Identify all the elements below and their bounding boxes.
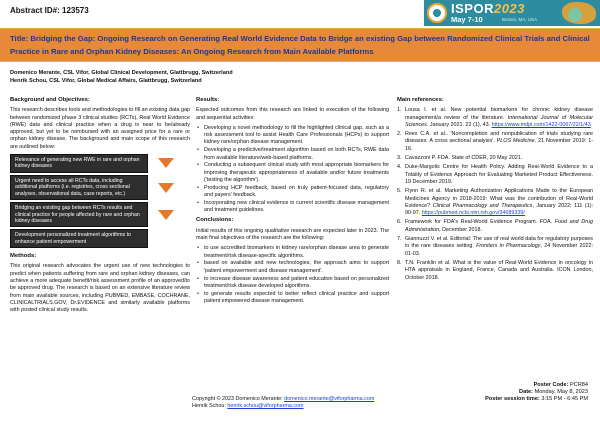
column-middle: [196, 97, 389, 308]
author-line: Domenico Merante, CSL Vifor, Global Clinical Development, Glattbrugg, Switzerland: [10, 70, 233, 76]
reference-item: 4. Duke-Margolis Centre for Health Policy. Adding Real-World Evidence to a Totality of Evidence Approach for Evaluating Marketed Product Effectiveness. 19 December 2019.: [397, 164, 593, 185]
flow-box: Urgent need to access all RCTs data, including additional platforms (i.e. registries, cross sectional analyses, observational data, case reports, etc.): [10, 175, 148, 200]
list-item: • Incorporating new clinical evidence in current scientific disease management and treatment guidelines.: [196, 200, 389, 215]
list-item: • to use accredited biomarkers in kidney rare/orphan disease area to generate treatment/risk disease-specific algorithms.: [196, 245, 389, 260]
methods-heading: Methods:: [10, 253, 37, 260]
results-intro: Expected outcomes from this research are linked to execution of the following and sequential activities:: [196, 107, 389, 121]
authors: [10, 70, 233, 85]
reference-link[interactable]: https://www.mdpi.com/1422-0067/22/1/43: [491, 121, 591, 128]
flow-box: Bridging an existing gap between RCTs results and clinical practice for people affected by rare and orphan kidney diseases: [10, 202, 148, 227]
reference-item: 2. Rees C.A. et al.. 'Noncompletion and nonpublication of trials studying rare diseases: A cross sectional analysis'. PLOS Medicine. 21 November 2019: 1-16.: [397, 131, 594, 152]
reference-item: 6. Framework for FDA's Real-World Evidence Program. FDA. Food and Drug Administration, December 2018.: [397, 219, 593, 233]
results-list: [196, 125, 389, 215]
list-item: • to generate results expected to better reflect clinical practice and support patient empowered disease management.: [196, 291, 389, 306]
column-left: [10, 97, 190, 318]
logo-dates: May 7-10: [451, 15, 483, 24]
reference-item: 1. Lousa I. et al. New potential biomarkers for chronic kidney disease management/a review of the literature. International Journal of Molecular Sciences. January 2021. 22 (1), 43. https://www.mdpi.com/1422-0067/22/1/43: [397, 107, 593, 128]
poster-session-time: 3:15 PM - 6:45 PM: [541, 396, 588, 402]
title-band: [0, 28, 600, 62]
reference-item: 5. Flynn R. et al. Marketing Authorization Applications Made to the European Medicines Agency in 2018-2019: What was the contribution of Real-World Evidence? Clinical Pharmacology and Therapeutics, January 2022; 111 (1): 90-97. https://pubmed.ncbi.nlm.nih.gov/34689339/: [397, 188, 594, 217]
poster-code: PCR84: [569, 382, 588, 388]
email-link-merante[interactable]: domenico.merante@viforpharma.com: [284, 396, 375, 402]
logo-location: Boston, MA, USA: [502, 17, 538, 22]
conference-logo: [424, 0, 600, 26]
list-item: • based on available and new technologies, the approach aims to support 'patient empowerment and disease management'.: [196, 260, 389, 275]
column-right: [397, 97, 593, 284]
references-list: [397, 107, 593, 282]
reference-item: 3. Cavazzoni P. FDA. State of CDER, 20 May 2021.: [397, 155, 523, 162]
flow-step: [10, 154, 190, 173]
flow-step: [10, 202, 190, 227]
poster-title: Title: Bridging the Gap: Ongoing Research on Generating Real World Evidence Data to Bridge an existing Gap between Randomized Clinical Trials and Clinical Practice in Rare and Orphan Kidney Diseases: An Ongoing Research from Main Available Platforms: [10, 34, 590, 56]
conclusions-heading: Conclusions:: [196, 217, 234, 224]
poster-date: Monday, May 8, 2023: [534, 389, 588, 395]
results-heading: Results:: [196, 97, 220, 103]
poster-info: Poster Code: PCR84 Date: Monday, May 8, 2023 Poster session time: 3:15 PM - 6:45 PM: [485, 382, 588, 402]
list-item: • Conducting a subsequent clinical study with most appropriate biomarkers for improving therapeutic appropriateness of available and/or future treatments ('testing the algorithm').: [196, 162, 389, 184]
logo-emblem-icon: [427, 3, 447, 23]
list-item: • Producing HCP feedback, based on truly patient-focused data, regulatory and payers' feedback.: [196, 185, 389, 200]
conclusions-list: [196, 245, 389, 305]
abstract-id: Abstract ID#: 123573: [10, 6, 89, 15]
list-item: • Developing a novel methodology to fill the highlighted clinical gap, such as a risk assessment tool to assist Health Care Professionals (HCPs) to support kidney rare/orphan disease management.: [196, 125, 389, 147]
flow-box: Relevance of generating new RWE in rare and orphan kidney diseases: [10, 154, 148, 173]
arrow-down-icon: [158, 183, 174, 193]
arrow-down-icon: [158, 210, 174, 220]
background-text: This research describes tools and methodologies to fill an existing data gap between randomized phase 3 clinical studies (RCTs), Real World Evidence (RWE) data and clinical practice when a drug is near to be/already approved, but yet to be reimbursed with an assigned price for a rare or orphan kidney disease. The background and main scope of this research are outlined below:: [10, 107, 190, 150]
flow-step: [10, 175, 190, 200]
list-item: • to increase disease awareness and patient education based on personalized treatment/risk disease developed algorithms.: [196, 276, 389, 291]
objectives-flow: [10, 154, 190, 248]
contact-info: Copyright © 2023 Domenico Merante: domenico.merante@viforpharma.com Henrik Schou: henrik.schou@viforpharma.com: [192, 396, 375, 409]
logo-brand: ISPOR2023: [451, 1, 525, 16]
author-line: Henrik Schou, CSL Vifor, Global Medical Affairs, Glattbrugg, Switzerland: [10, 77, 202, 84]
flow-step: [10, 229, 190, 248]
references-heading: Main references:: [397, 97, 444, 103]
reference-item: 7. Giannuzzi V. et al. Editorial: The use of real world data for regulatory purposes in the rare diseases setting. Frontiers in Pharmacology, 24 November 2022: 01-03.: [397, 236, 594, 257]
conclusions-intro: Initial results of this ongoing qualitative research are expected later in 2023. The main final objectives of the research are the following:: [196, 227, 389, 242]
methods-text: This original research advocates the urgent use of new technologies to predict when patients suffering from rare and orphan kidney diseases, can achieve a more adequate benefit/risk assessment profile of an approved/to be approved drug. The research is based on an extensive literature review from main available sources, including PUBMED, EMBASE, COCHRANE, CLINICALTRIALS.GOV, Dr.EVIDENCE and similarly available platforms with posted clinical study results.: [10, 263, 190, 314]
reference-item: 8. T.N. Franklin et al. What is the value of Real-World Evidence in oncology in HTA appraisals in England, France, Canada and Australia. ICON London, October 2018.: [397, 259, 593, 281]
background-heading: Background and Objectives:: [10, 97, 90, 103]
reference-link[interactable]: https://pubmed.ncbi.nlm.nih.gov/34689339/: [421, 210, 525, 217]
arrow-down-icon: [158, 158, 174, 168]
logo-decoration-dot: [568, 8, 582, 22]
email-link-schou[interactable]: henrik.schou@viforpharma.com: [227, 402, 304, 409]
flow-box: Development personalized treatment algorithms to enhance patient empowerment: [10, 229, 148, 248]
list-item: • Developing a predictive/treatment algorithm based on both RCTs, RWE data from available literature/web-based platforms.: [196, 147, 389, 162]
